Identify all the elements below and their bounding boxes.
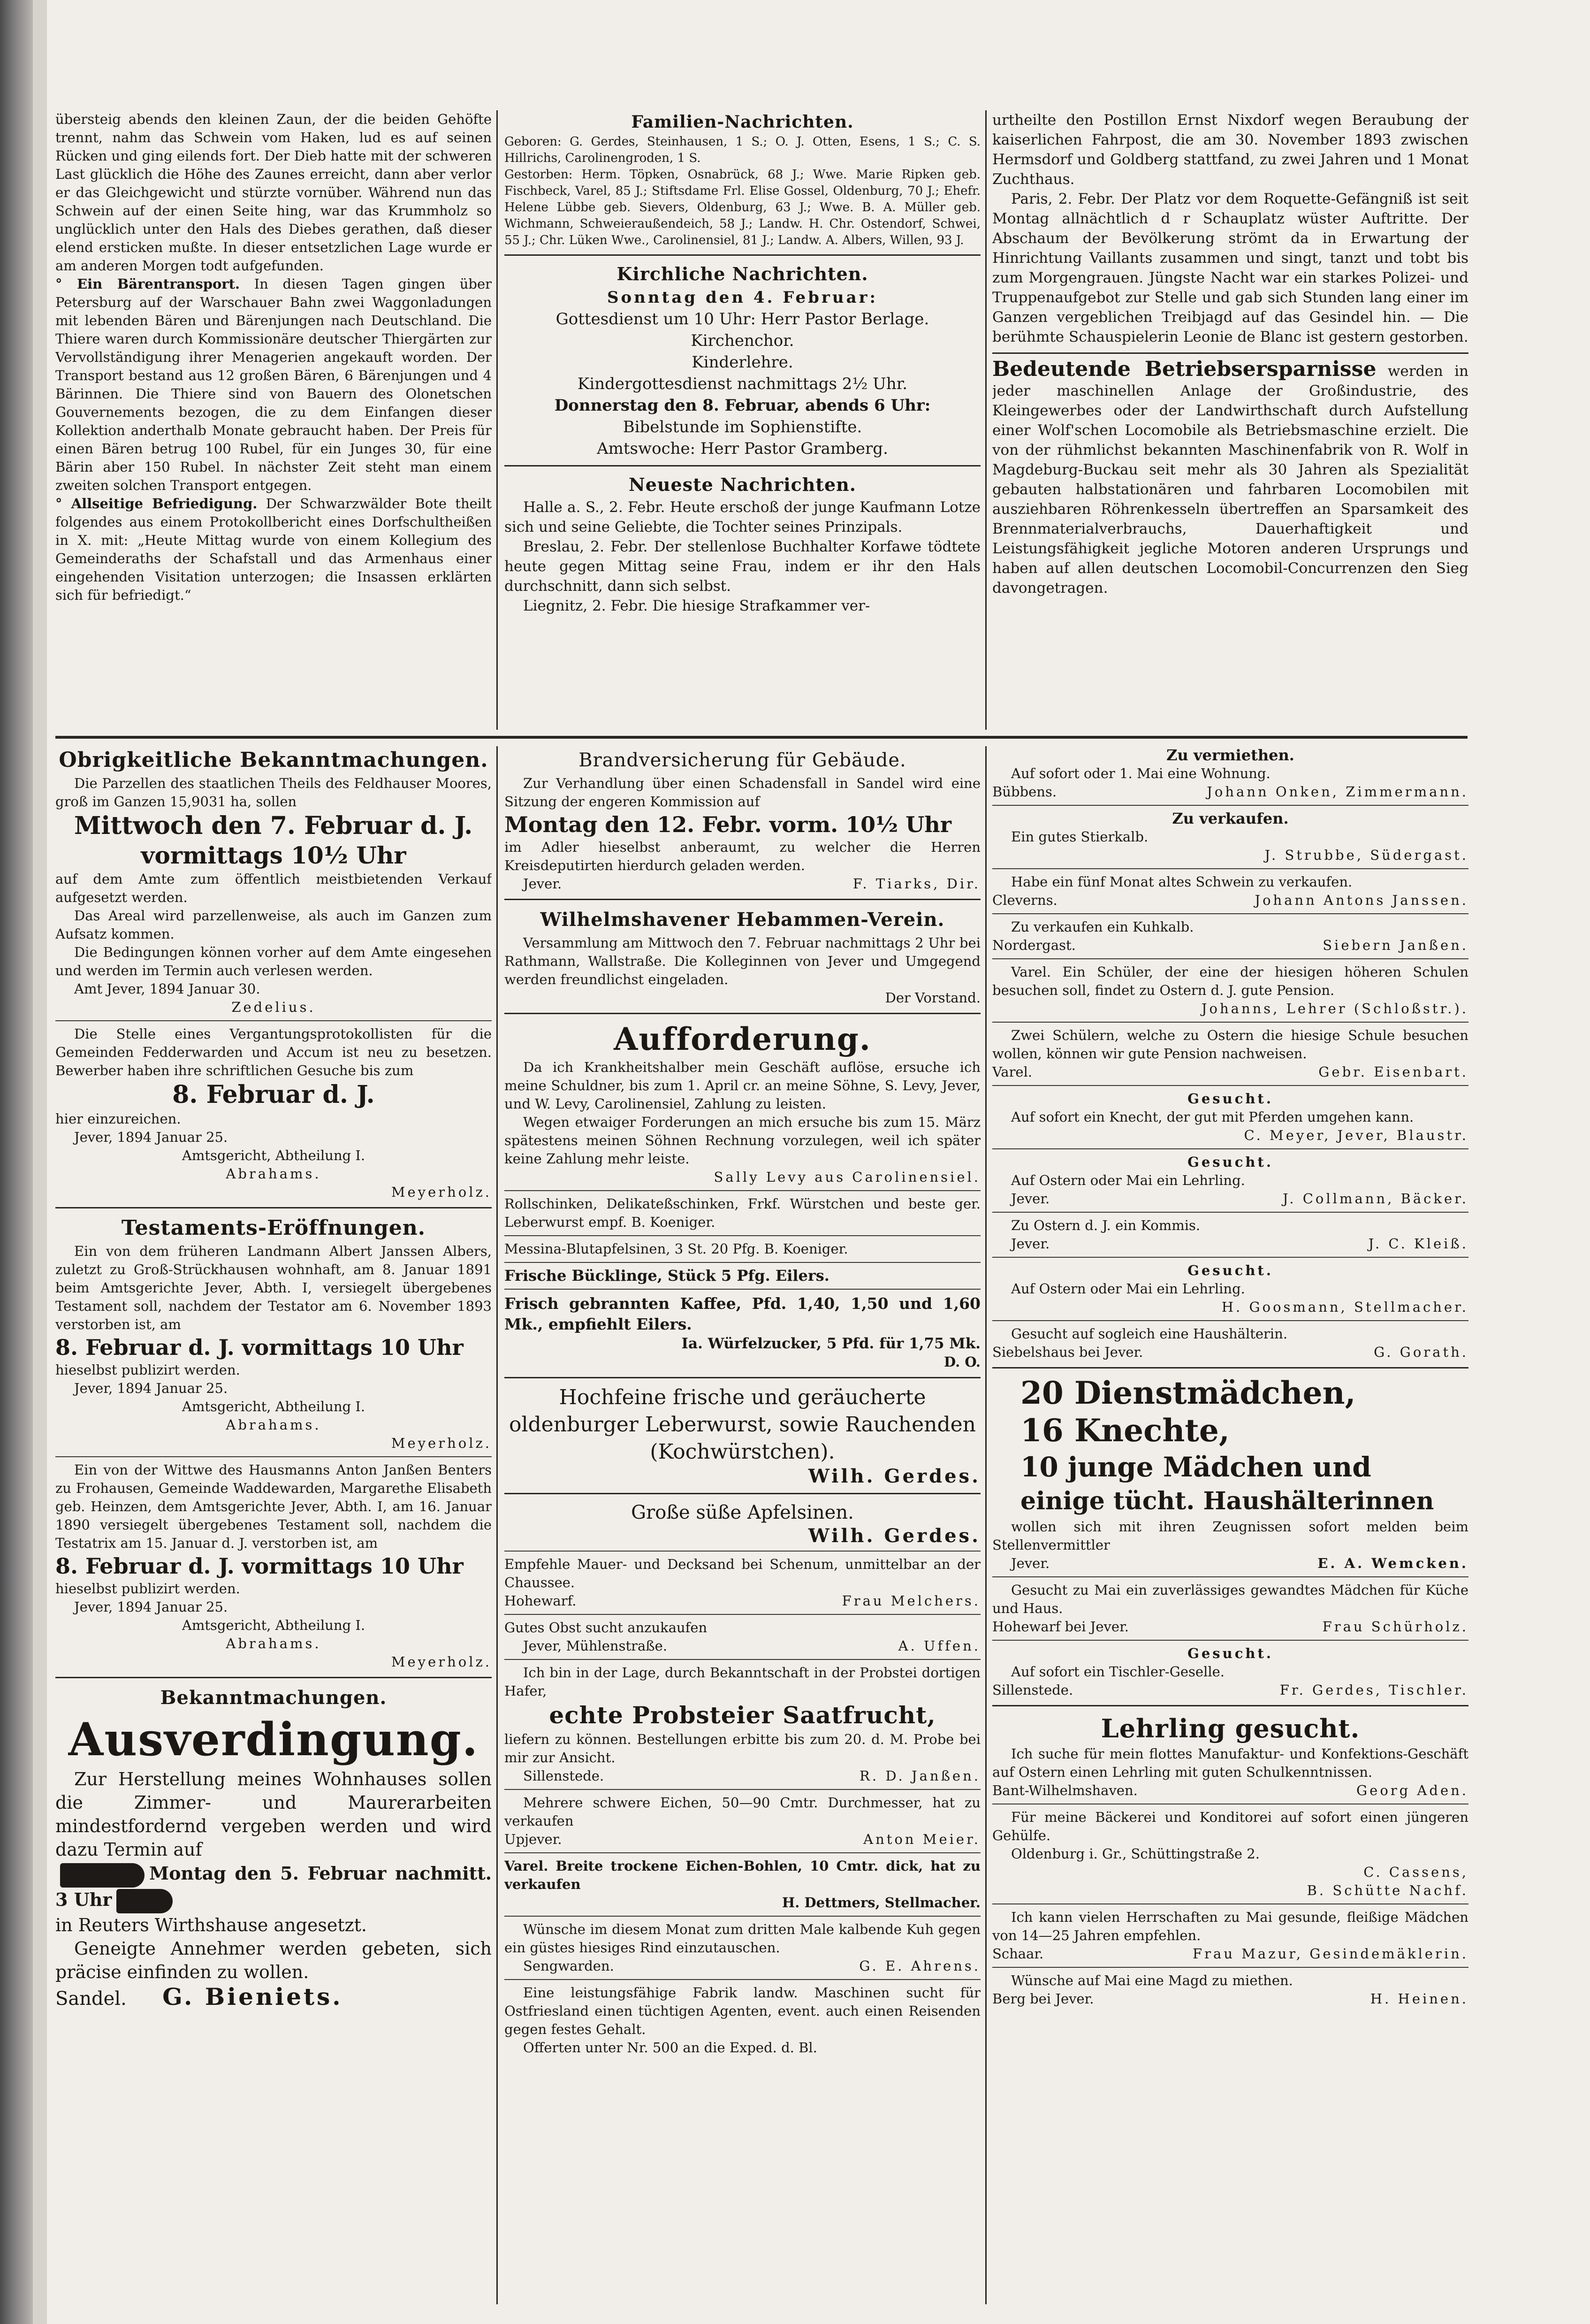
ad-rule — [992, 1967, 1468, 1968]
herrsch-place: Schaar. — [992, 1946, 1044, 1962]
verm-signature: Johann Onken, Zimmermann. — [1207, 784, 1468, 800]
saat-sign-line — [504, 1767, 981, 1785]
schwein-signature: Johann Antons Janssen. — [1255, 892, 1468, 908]
fabrik-ad2: Offerten unter Nr. 500 an die Exped. d. Bl. — [523, 2040, 817, 2056]
story-heading: ° Allseitige Befriedigung. — [55, 496, 258, 512]
bekanntmachungen-heading: Bekanntmachungen. — [160, 1687, 387, 1709]
kaffee-signature: D. O. — [944, 1354, 981, 1370]
adjacent-page-edge — [33, 0, 47, 2324]
column-rule — [496, 110, 498, 730]
baecker-place: Oldenburg i. Gr., Schüttingstraße 2. — [1011, 1846, 1260, 1862]
ad-rule — [504, 1262, 981, 1263]
haus-sign-line — [992, 1343, 1468, 1361]
kuh-signature: G. E. Ahrens. — [859, 1958, 981, 1974]
betrieb-heading: Bedeutende Betriebsersparnisse — [992, 357, 1377, 381]
ad-rule — [504, 1852, 981, 1853]
gesucht1-text: Auf sofort ein Knecht, der gut mit Pferden umgehen kann. — [1011, 1109, 1414, 1125]
obrig-text3: Das Areal wird parzellenweise, als auch im Ganzen zum Aufsatz kommen. — [55, 908, 492, 942]
pointing-hand-icon — [60, 1863, 145, 1888]
verm-heading: Zu vermiethen. — [1166, 746, 1294, 764]
gesucht1-signature: C. Meyer, Jever, Blaustr. — [1244, 1127, 1468, 1143]
schwein-place: Cleverns. — [992, 892, 1057, 908]
ads-right-column — [992, 746, 1468, 2304]
obrig-text2: auf dem Amte zum öffentlich meistbietenden Verkauf aufgesetzt werden. — [55, 871, 492, 905]
ad-rule — [992, 913, 1468, 914]
ausverd-text1: Zur Herstellung meines Wohnhauses sollen die Zimmer- und Maurerarbeiten mindestfordernd vergeben werden und wird dazu Termin auf — [55, 1769, 492, 1860]
fabrik-ad: Eine leistungsfähige Fabrik landw. Maschinen sucht für Ostfriesland einen tüchtigen Agenten, event. auch einen Reisenden gegen festes Gehalt. — [504, 1985, 981, 2037]
uffen-place: Jever, Mühlenstraße. — [523, 1638, 668, 1654]
ausverdingung-heading: Ausverdingung. — [68, 1713, 479, 1766]
haus-signature: G. Gorath. — [1374, 1344, 1468, 1360]
obrig-signature: Zedelius. — [231, 999, 316, 1015]
koeniger-ad1: Rollschinken, Delikateßschinken, Frkf. Würstchen und beste ger. Leberwurst empf. B. Koeniger. — [504, 1196, 981, 1230]
pointing-hand-icon — [116, 1889, 173, 1913]
kirche-heading: Kirchliche Nachrichten. — [616, 263, 868, 284]
test2-clerk: Meyerholz. — [391, 1654, 492, 1670]
verm-sign-line — [992, 783, 1468, 801]
test1-text2: hieselbst publizirt werden. — [55, 1362, 240, 1378]
story-baeren — [55, 275, 492, 495]
melchers-signature: Frau Melchers. — [842, 1593, 981, 1609]
story-text: übersteig abends den kleinen Zaun, der die beiden Gehöfte trennt, nahm das Schwein vom Haken, lud es auf seinen Rücken und ging eilends fort. Der Dieb hatte mit der schweren Last glücklich die Höhe des Zaunes erreicht, dann aber verlor er das Gleichgewicht und stürzte vornüber. Während nun das Schwein auf der einen Seite hing, war das Krummholz so unglücklich unter den Hals des Diebes gerathen, daß dieser elend ersticken mußte. In dieser entsetzlichen Lage wurde er am anderen Morgen todt aufgefunden. — [55, 111, 492, 274]
eichen-sign-line — [504, 1830, 981, 1849]
schwein-sign-line — [992, 891, 1468, 910]
ad-rule — [504, 1659, 981, 1660]
test1-text: Ein von dem früheren Landmann Albert Janssen Albers, zuletzt zu Groß-Strückhausen wohnhaft, am 8. Januar 1891 beim Amtsgerichte Jever, Abth. I, versiegelt übergebenes Testament soll, nachdem der Testator am 6. November 1893 verstorben ist, am — [55, 1243, 492, 1332]
ad-rule — [504, 1789, 981, 1790]
ad-rule — [504, 1289, 981, 1290]
obrig-date: Mittwoch den 7. Februar d. J. — [74, 811, 473, 840]
story-body: Der Schwarzwälder Bote theilt folgendes aus einem Protokollbericht eines Dorfschultheißen in X. mit: „Heute Mittag wurde von einem Kollegium des Gemeinderaths der Schafstall und das Armenhaus einer eingehenden Visitation unterzogen; die Insassen erklärten sich für befriedigt.“ — [55, 496, 492, 603]
aufford-text1: Da ich Krankheitshalber mein Geschäft auflöse, ersuche ich meine Schuldner, bis zum 1. April cr. an meine Söhne, S. Levy, Jever, und W. Levy, Carolinensiel, Zahlung zu leisten. — [504, 1059, 981, 1112]
section-rule — [992, 352, 1468, 354]
ausverd-sign-line — [55, 1984, 492, 2012]
test1-signature: Abrahams. — [226, 1417, 321, 1433]
gesucht3-heading: Gesucht. — [1187, 1262, 1273, 1278]
obrig-time: vormittags 10½ Uhr — [141, 841, 406, 869]
stelle-clerk: Meyerholz. — [391, 1184, 492, 1200]
ad-rule — [992, 1085, 1468, 1086]
ausverd-text3: in Reuters Wirthshause angesetzt. — [55, 1915, 367, 1935]
hosp-place: Hohewarf bei Jever. — [992, 1619, 1129, 1635]
ad-rule — [992, 1148, 1468, 1149]
kommis-signature: J. C. Kleiß. — [1368, 1236, 1468, 1252]
brand-heading: Brandversicherung für Gebäude. — [578, 749, 906, 771]
aufforderung-heading: Aufforderung. — [614, 1021, 871, 1057]
ausverd-date: Montag den 5. Februar nachmitt. 3 Uhr — [55, 1863, 492, 1910]
geboren-text: Geboren: G. Gerdes, Steinhausen, 1 S.; O. J. Otten, Esens, 1 S.; C. S. Hillrichs, Carolinengroden, 1 S. — [504, 135, 981, 165]
brand-signature: F. Tiarks, Dir. — [852, 876, 981, 892]
melchers-ad: Empfehle Mauer- und Decksand bei Schenum, unmittelbar an der Chaussee. — [504, 1556, 981, 1590]
eichen-signature: Anton Meier. — [863, 1831, 981, 1847]
ad-rule — [992, 1022, 1468, 1023]
aufford-text2: Wegen etwaiger Forderungen an mich ersuche bis zum 15. März spätestens meinen Söhnen Rechnung vorzulegen, weil ich später keine Zahlung mehr leiste. — [504, 1114, 981, 1167]
verm-text: Auf sofort oder 1. Mai eine Wohnung. — [1011, 765, 1270, 781]
hosp-signature: Frau Schürholz. — [1322, 1619, 1468, 1635]
gesucht4-heading: Gesucht. — [1187, 1645, 1273, 1661]
ad-rule — [55, 1020, 492, 1021]
gestorben-text: Gestorben: Herm. Töpken, Osnabrück, 68 J.; Wwe. Marie Ripken geb. Fischbeck, Varel, 85 J.; Stiftsdame Frl. Elise Gossel, Oldenburg, 70 J.; Ehefr. Helene Lübbe geb. Sievers, Oldenburg, 63 J.; Wwe. B. A. Müller geb. Wichmann, Schweieraußendeich, 58 J.; Landw. H. Chr. Ostendorf, Schwei, 55 J.; Chr. Lüken Wwe., Carolinensiel, 81 J.; Landw. A. Albers, Willen, 93 J. — [504, 168, 981, 247]
magd-signature: H. Heinen. — [1370, 1991, 1468, 2007]
dienst-line4: einige tücht. Haushälterinnen — [1020, 1487, 1434, 1515]
eichen-place: Upjever. — [504, 1831, 562, 1847]
dienst-line2: 16 Knechte, — [1020, 1412, 1230, 1449]
magd-sign-line — [992, 1990, 1468, 2008]
gesucht1-heading: Gesucht. — [1187, 1091, 1273, 1107]
gesucht2-text: Auf Ostern oder Mai ein Lehrling. — [1011, 1172, 1245, 1188]
verk-signature: J. Strubbe, Südergast. — [1264, 847, 1468, 863]
haus-place: Siebelshaus bei Jever. — [992, 1344, 1143, 1360]
ausverd-text4: Geneigte Annehmer werden gebeten, sich präcise einfinden zu wollen. — [55, 1938, 492, 1982]
bohlen-signature: H. Dettmers, Stellmacher. — [782, 1895, 981, 1911]
obrig-heading: Obrigkeitliche Bekanntmachungen. — [59, 748, 488, 772]
obrig-place: Amt Jever, 1894 Januar 30. — [74, 981, 260, 997]
test2-place: Jever, 1894 Januar 25. — [74, 1599, 228, 1615]
baecker-signature2: B. Schütte Nachf. — [1307, 1882, 1468, 1898]
kinderlehre-line: Kinderlehre. — [692, 353, 793, 372]
kuhkalb-signature: Siebern Janßen. — [1323, 937, 1468, 953]
ad-rule — [504, 1235, 981, 1236]
ausverd-signature: G. Bieniets. — [162, 1983, 343, 2011]
herrsch-sign-line — [992, 1945, 1468, 1963]
herrsch-signature: Frau Mazur, Gesindemäklerin. — [1193, 1946, 1468, 1962]
schwein-ad: Habe ein fünf Monat altes Schwein zu verkaufen. — [1011, 874, 1353, 890]
zwei-ad: Zwei Schülern, welche zu Ostern die hiesige Schule besuchen wollen, können wir gute Pension nachweisen. — [992, 1027, 1468, 1062]
test2-date: 8. Februar d. J. vormittags 10 Uhr — [55, 1553, 464, 1579]
gesucht4-signature: Fr. Gerdes, Tischler. — [1279, 1682, 1468, 1698]
stelle-place: Jever, 1894 Januar 25. — [74, 1129, 228, 1145]
ad-rule — [504, 1614, 981, 1615]
schueler-ad: Varel. Ein Schüler, der eine der hiesigen höheren Schulen besuchen soll, findet zu Ostern d. J. gute Pension. — [992, 964, 1468, 998]
stelle-text2: hier einzureichen. — [55, 1111, 181, 1127]
right-news-column — [992, 110, 1468, 725]
ausverd-place: Sandel. — [55, 1988, 127, 2010]
familien-heading: Familien-Nachrichten. — [631, 112, 854, 132]
verk-text: Ein gutes Stierkalb. — [1011, 829, 1149, 845]
gesucht2-heading: Gesucht. — [1187, 1154, 1273, 1170]
kuhkalb-place: Nordergast. — [992, 937, 1076, 953]
ads-middle-column — [504, 746, 981, 2304]
amtswoche-line: Amtswoche: Herr Pastor Gramberg. — [597, 439, 888, 458]
bohlen-ad: Varel. Breite trockene Eichen-Bohlen, 10 Cmtr. dick, hat zu verkaufen — [504, 1858, 981, 1892]
melchers-place: Hohewarf. — [504, 1593, 577, 1609]
melchers-sign-line — [504, 1592, 981, 1610]
kirchenchor-line: Kirchenchor. — [691, 331, 794, 350]
gottesdienst-line: Gottesdienst um 10 Uhr: Herr Pastor Berlage. — [555, 310, 929, 329]
ad-rule — [504, 1190, 981, 1191]
ad-rule — [992, 805, 1468, 806]
saat-place: Sillenstede. — [523, 1768, 604, 1784]
kindergottesdienst-line: Kindergottesdienst nachmittags 2½ Uhr. — [577, 375, 908, 393]
ad-rule — [504, 899, 981, 900]
bibelstunde-line: Bibelstunde im Sophienstifte. — [623, 418, 862, 436]
news-paris: Paris, 2. Febr. Der Platz vor dem Roquette-Gefängniß ist seit Montag allnächtlich d r Schauplatz wüster Auftritte. Der Abschaum der Bevölkerung strömt da in Erwartung der Hinrichtung Vaillants zusammen und singt, tanzt und tobt bis zum Morgengrauen. Jüngste Nacht war ein starkes Polizei- und Truppenaufgebot zur Stelle und gab sich Stunden lang einer im Ganzen vergeblichen Treibjagd auf das Gesindel hin. — Die berühmte Schauspielerin Leonie de Blanc ist gestern gestorben. — [992, 191, 1468, 345]
story-body: In diesen Tagen gingen über Petersburg auf der Warschauer Bahn zwei Waggonladungen mit lebenden Bären und Bärenjungen nach Deutschland. Die Thiere waren durch Kommissionäre deutscher Thiergärten zur Vervollständigung ihrer Menagerien angekauft worden. Der Transport bestand aus 12 großen Bären, 6 Bärenjungen und 4 Bärinnen. Die Thiere sind von Bauern des Olonetschen Gouvernements bezogen, die zu dem Einfangen dieser Kollektion anderthalb Monate gebraucht haben. Der Preis für einen Bären betrug 100 Rubel, für ein Junges 30, für eine Bärin aber 150 Rubel. In nächster Zeit steht man einem zweiten solchen Transport entgegen. — [55, 276, 492, 493]
gerdes-ad1: Hochfeine frische und geräucherte oldenburger Leberwurst, sowie Rauchenden (Kochwürstchen). — [509, 1385, 976, 1464]
neueste-heading: Neueste Nachrichten. — [629, 474, 856, 495]
zwei-place: Varel. — [992, 1064, 1033, 1080]
middle-news-column — [504, 110, 981, 725]
dienst-sign-line — [992, 1554, 1468, 1573]
koeniger-ad2: Messina-Blutapfelsinen, 3 St. 20 Pfg. B. Koeniger. — [504, 1241, 848, 1257]
ad-rule — [504, 1493, 981, 1494]
kuh-place: Sengwarden. — [523, 1958, 614, 1974]
sonntag-line: Sonntag den 4. Februar: — [607, 288, 878, 307]
ad-rule — [992, 1576, 1468, 1577]
kuhkalb-sign-line — [992, 936, 1468, 955]
gerdes-ad1-signature: Wilh. Gerdes. — [808, 1465, 981, 1487]
brand-place: Jever. — [523, 876, 562, 892]
ad-rule — [992, 868, 1468, 869]
hebammen-signature: Der Vorstand. — [885, 990, 981, 1006]
gesucht4-sign-line — [992, 1681, 1468, 1699]
zwei-signature: Gebr. Eisenbart. — [1318, 1064, 1468, 1080]
uffen-sign-line — [504, 1637, 981, 1655]
gerdes-ad2-signature: Wilh. Gerdes. — [808, 1525, 981, 1547]
ad-rule — [504, 1916, 981, 1917]
saat-heading: echte Probsteier Saatfrucht, — [549, 1701, 936, 1729]
ad-rule — [504, 1551, 981, 1552]
gesucht3-text: Auf Ostern oder Mai ein Lehrling. — [1011, 1281, 1245, 1297]
ad-rule — [992, 1212, 1468, 1213]
herrsch-ad: Ich kann vielen Herrschaften zu Mai gesunde, fleißige Mädchen von 14—25 Jahren empfehlen. — [992, 1909, 1468, 1943]
gesucht2-place: Jever. — [1011, 1191, 1050, 1207]
ad-rule — [55, 1456, 492, 1457]
test1-place: Jever, 1894 Januar 25. — [74, 1380, 228, 1396]
ad-rule — [55, 1207, 492, 1208]
magd-place: Berg bei Jever. — [992, 1991, 1094, 2007]
stelle-court: Amtsgericht, Abtheilung I. — [182, 1147, 365, 1163]
verk-heading: Zu verkaufen. — [1172, 810, 1289, 827]
stelle-text: Die Stelle eines Vergantungsprotokollisten für die Gemeinden Fedderwarden und Accum ist neu zu besetzen. Bewerber haben ihre schriftlichen Gesuche bis zum — [55, 1026, 492, 1078]
test2-court: Amtsgericht, Abtheilung I. — [182, 1617, 365, 1633]
dienst-place: Jever. — [1011, 1555, 1050, 1571]
eichen-ad: Mehrere schwere Eichen, 50—90 Cmtr. Durchmesser, hat zu verkaufen — [504, 1795, 981, 1829]
hosp-sign-line — [992, 1618, 1468, 1636]
ad-rule — [55, 1677, 492, 1678]
uffen-ad: Gutes Obst sucht anzukaufen — [504, 1620, 708, 1636]
brand-date: Montag den 12. Febr. vorm. 10½ Uhr — [504, 812, 951, 837]
kommis-ad: Zu Ostern d. J. ein Kommis. — [1011, 1217, 1201, 1233]
stelle-date: 8. Februar d. J. — [172, 1080, 375, 1109]
testament-heading: Testaments-Eröffnungen. — [121, 1216, 426, 1240]
obrig-text4: Die Bedingungen können vorher auf dem Amte eingesehen und werden im Termin auch verlesen werden. — [55, 944, 492, 979]
news-liegnitz-cont: urtheilte den Postillon Ernst Nixdorf wegen Beraubung der kaiserlichen Fahrpost, die am 30. November 1893 zwischen Hermsdorf und Goldberg stattfand, zu zwei Jahren und 1 Monat Zuchthaus. — [992, 112, 1468, 188]
news-breslau: Breslau, 2. Febr. Der stellenlose Buchhalter Korfawe tödtete heute gegen Mittag seine Frau, indem er ihr den Hals durchschnitt, dann sich selbst. — [504, 538, 981, 595]
lehrling-sign-line — [992, 1781, 1468, 1800]
hebammen-heading: Wilhelmshavener Hebammen-Verein. — [540, 909, 945, 931]
lehrling-heading: Lehrling gesucht. — [1101, 1713, 1360, 1743]
ad-rule — [992, 1367, 1468, 1368]
test1-court: Amtsgericht, Abtheilung I. — [182, 1399, 365, 1414]
dienst-line1: 20 Dienstmädchen, — [1020, 1375, 1356, 1411]
ad-rule — [992, 1640, 1468, 1641]
dienst-text: wollen sich mit ihren Zeugnissen sofort melden beim Stellenvermittler — [992, 1519, 1468, 1553]
kuh-ad: Wünsche im diesem Monat zum dritten Male kalbende Kuh gegen ein güstes hiesiges Rind einzutauschen. — [504, 1921, 981, 1956]
uffen-signature: A. Uffen. — [898, 1638, 981, 1654]
kommis-sign-line — [992, 1235, 1468, 1253]
test2-signature: Abrahams. — [226, 1636, 321, 1651]
story-heading: ° Ein Bärentransport. — [55, 276, 240, 292]
left-news-column — [55, 110, 492, 725]
news-halle: Halle a. S., 2. Febr. Heute erschoß der junge Kaufmann Lotze sich und seine Geliebte, die Tochter seines Prinzipals. — [504, 499, 981, 535]
betrieb-text: werden in jeder maschinellen Anlage der Großindustrie, des Kleingewerbes oder der Landwirthschaft durch Aufstellung einer Wolf'schen Locomobile als Betriebsmaschine erzielt. Die von der rühmlichst bekannten Maschinenfabrik von R. Wolf in Magdeburg-Buckau seit mehr als 30 Jahren als Spezialität gebauten halbstationären und fahrbaren Locomobilen mit ausziehbaren Röhrenkesseln übertreffen an Sparsamkeit des Brennmaterialverbrauchs, Dauerhaftigkeit und Leistungsfähigkeit jegliche Motoren anderen Ursprungs und haben auf allen deutschen Locomobil-Concurrenzen den Sieg davongetragen. — [992, 363, 1468, 596]
test1-clerk: Meyerholz. — [391, 1435, 492, 1451]
lehrling-place: Bant-Wilhelmshaven. — [992, 1782, 1138, 1798]
schueler-signature: Johanns, Lehrer (Schloßstr.). — [1201, 1001, 1468, 1017]
magd-ad: Wünsche auf Mai eine Magd zu miethen. — [1011, 1972, 1293, 1988]
ausverd-date-line — [55, 1861, 492, 1913]
eilers-ad: Frische Bücklinge, Stück 5 Pfg. Eilers. — [504, 1267, 829, 1284]
saat-text: Ich bin in der Lage, durch Bekanntschaft in der Probstei dortigen Hafer, — [504, 1665, 981, 1699]
section-rule — [504, 465, 981, 466]
ad-rule — [992, 1705, 1468, 1706]
zwei-sign-line — [992, 1063, 1468, 1081]
column-rule — [985, 110, 987, 730]
ad-rule — [992, 958, 1468, 959]
obrig-text: Die Parzellen des staatlichen Theils des Feldhauser Moores, groß im Ganzen 15,9031 ha, sollen — [55, 775, 492, 810]
hosp-ad: Gesucht zu Mai ein zuverlässiges gewandtes Mädchen für Küche und Haus. — [992, 1582, 1468, 1616]
saat-text2: liefern zu können. Bestellungen erbitte bis zum 20. d. M. Probe bei mir zur Ansicht. — [504, 1731, 981, 1766]
column-rule — [985, 746, 987, 2304]
brand-sign-line — [504, 875, 981, 893]
lehrling-text: Ich suche für mein flottes Manufaktur- und Konfektions-Geschäft auf Ostern einen Lehrling mit guten Schulkenntnissen. — [992, 1746, 1468, 1780]
gesucht3-signature: H. Goosmann, Stellmacher. — [1221, 1299, 1468, 1315]
brand-text2: im Adler hieselbst anberaumt, zu welcher die Herren Kreisdeputirten hierdurch geladen werden. — [504, 839, 981, 873]
ads-left-column — [55, 746, 492, 2304]
dienst-signature: E. A. Wemcken. — [1317, 1555, 1468, 1571]
section-rule — [504, 254, 981, 256]
kuh-sign-line — [504, 1957, 981, 1975]
ad-rule — [504, 1013, 981, 1014]
donnerstag-line: Donnerstag den 8. Februar, abends 6 Uhr: — [554, 396, 931, 415]
page-divider — [55, 736, 1468, 739]
verm-place: Bübbens. — [992, 784, 1057, 800]
dienst-line3: 10 junge Mädchen und — [1020, 1451, 1371, 1483]
test1-date: 8. Februar d. J. vormittags 10 Uhr — [55, 1335, 464, 1360]
gesucht4-text: Auf sofort ein Tischler-Geselle. — [1011, 1664, 1225, 1680]
ad-rule — [504, 1377, 981, 1378]
hebammen-text: Versammlung am Mittwoch den 7. Februar nachmittags 2 Uhr bei Rathmann, Wallstraße. Die Kolleginnen von Jever und Umgegend werden freundlichst eingeladen. — [504, 935, 981, 987]
test2-text: Ein von der Wittwe des Hausmanns Anton Janßen Benters zu Frohausen, Gemeinde Waddewarden, Margarethe Elisabeth geb. Heinzen, dem Amtsgerichte Jever, Abth. I, am 16. Januar 1890 versiegelt übergebenes Testament soll, nachdem die Testatrix am 15. Januar d. J. verstorben ist, am — [55, 1462, 492, 1551]
baecker-ad: Für meine Bäckerei und Konditorei auf sofort einen jüngeren Gehülfe. — [992, 1809, 1468, 1843]
ad-rule — [504, 1979, 981, 1980]
stelle-signature: Abrahams. — [226, 1166, 321, 1182]
ad-rule — [992, 1320, 1468, 1321]
haus-ad: Gesucht auf sogleich eine Haushälterin. — [1011, 1326, 1288, 1342]
gesucht2-signature: J. Collmann, Bäcker. — [1282, 1191, 1468, 1207]
brand-text: Zur Verhandlung über einen Schadensfall in Sandel wird eine Sitzung der engeren Kommission auf — [504, 775, 981, 810]
kaffee-ad: Frisch gebrannten Kaffee, Pfd. 1,40, 1,50 und 1,60 Mk., empfiehlt Eilers. — [504, 1294, 981, 1333]
kommis-place: Jever. — [1011, 1236, 1050, 1252]
ad-rule — [992, 1257, 1468, 1258]
book-binding — [0, 0, 33, 2324]
baecker-signature1: C. Cassens, — [1363, 1864, 1468, 1880]
story-befriedigung — [55, 495, 492, 604]
news-liegnitz: Liegnitz, 2. Febr. Die hiesige Strafkammer ver- — [523, 597, 870, 614]
kuhkalb-ad: Zu verkaufen ein Kuhkalb. — [1011, 919, 1194, 935]
gesucht4-place: Sillenstede. — [992, 1682, 1073, 1698]
column-rule — [496, 746, 498, 2304]
aufford-signature: Sally Levy aus Carolinensiel. — [714, 1169, 981, 1185]
saat-signature: R. D. Janßen. — [860, 1768, 981, 1784]
lehrling-signature: Georg Aden. — [1356, 1782, 1468, 1798]
zucker-ad: Ia. Würfelzucker, 5 Pfd. für 1,75 Mk. — [681, 1335, 981, 1352]
gerdes-ad2: Große süße Apfelsinen. — [631, 1502, 854, 1523]
gesucht2-sign-line — [992, 1190, 1468, 1208]
betrieb-ad — [992, 359, 1468, 598]
test2-text2: hieselbst publizirt werden. — [55, 1581, 240, 1597]
